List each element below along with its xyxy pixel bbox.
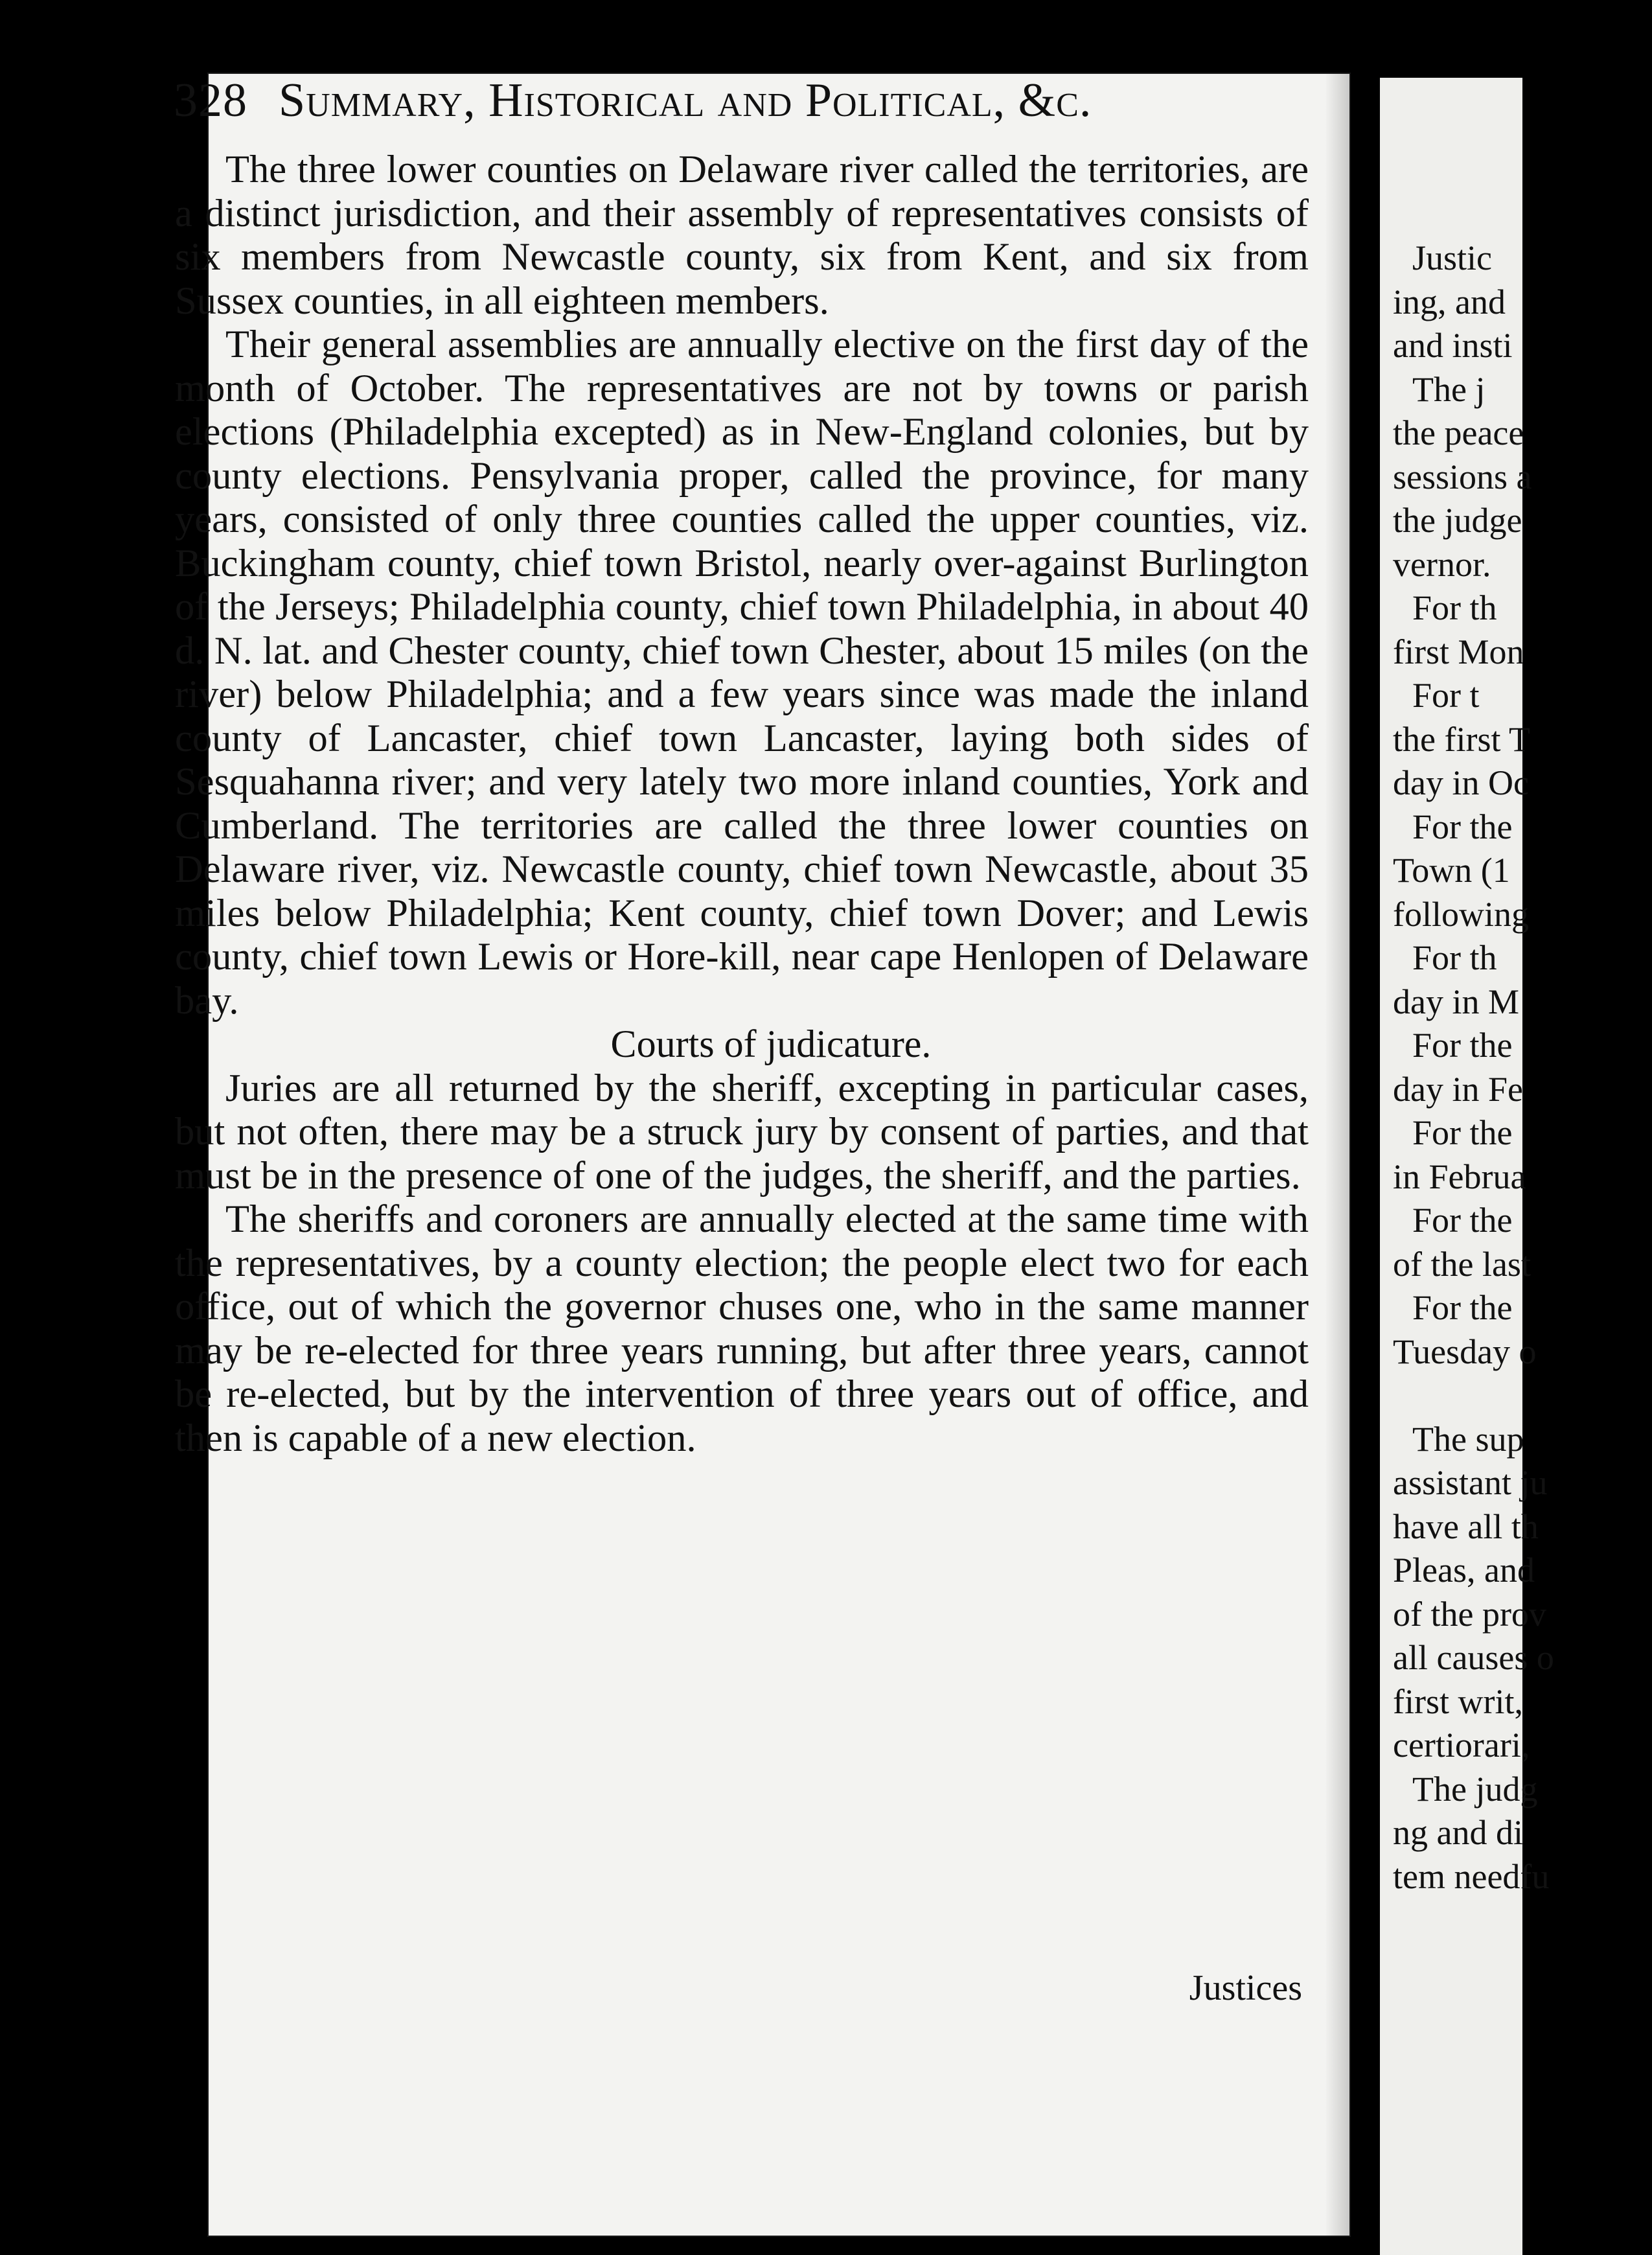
facing-line: in Februa <box>1393 1157 1526 1196</box>
page-number: 328 <box>174 74 247 127</box>
facing-line: the judge <box>1393 501 1522 540</box>
facing-line: of the prov <box>1393 1594 1546 1634</box>
facing-line: tem needfu <box>1393 1856 1550 1896</box>
facing-line: assistant ju <box>1393 1463 1548 1502</box>
facing-line: The judg <box>1412 1769 1538 1809</box>
paragraph: The sheriffs and coroners are annually elected at the same time with the representatives, by a county election; the people elect two for each office, out of which the governor chuses one, who in the same manner may be re-elected for three years running, but after three years, cannot be re-elected, but by the intervention of three years out of office, and then is capable of a new election. <box>175 1197 1309 1460</box>
facing-line: Town (1 <box>1393 851 1510 890</box>
facing-line: For the <box>1412 807 1513 846</box>
facing-line: For t <box>1412 676 1480 715</box>
facing-line: day in M <box>1393 982 1519 1021</box>
facing-line: The sup <box>1412 1419 1524 1459</box>
facing-line: the peace <box>1393 413 1524 452</box>
catchword: Justices <box>1189 1968 1302 2008</box>
facing-line: day in Oc <box>1393 763 1529 802</box>
facing-line: For the <box>1412 1201 1513 1240</box>
section-heading: Courts of judicature. <box>610 1023 932 1065</box>
body-text <box>175 148 1309 1460</box>
facing-line: The j <box>1412 369 1486 409</box>
facing-line: For th <box>1412 938 1497 977</box>
facing-line: For the <box>1412 1026 1513 1065</box>
facing-line: certiorari, <box>1393 1726 1530 1764</box>
running-head <box>174 74 1294 127</box>
facing-line: and insti <box>1393 326 1513 365</box>
facing-line: Pleas, and <box>1393 1551 1535 1590</box>
facing-line <box>1393 1374 1652 1418</box>
facing-line: of the last <box>1393 1244 1531 1284</box>
facing-line: all causes o <box>1393 1638 1554 1677</box>
facing-line: For the <box>1412 1113 1513 1152</box>
gutter-shadow <box>1325 73 1351 2237</box>
facing-line: ing, and <box>1393 282 1506 321</box>
facing-line: the first T <box>1393 719 1530 759</box>
paragraph: Juries are all returned by the sheriff, excepting in particular cases, but not often, there may be a struck jury by consent of parties, and that must be in the presence of one of the judges, the sheriff, and the parties. <box>175 1066 1309 1197</box>
paragraph: The three lower counties on Delaware river called the territories, are a distinct jurisdiction, and their assembly of representatives consists of six members from Newcastle county, six from Kent, and six from Sussex counties, in all eighteen members. <box>175 148 1309 323</box>
facing-line: Justic <box>1412 238 1493 277</box>
page-title: Summary, Historical and Political, &c. <box>279 74 1092 127</box>
facing-line: For the <box>1412 1288 1513 1327</box>
paragraph: Their general assemblies are annually elective on the first day of the month of October. The representatives are not by towns or parish elections (Philadelphia excepted) as in New-England colonies, but by county elections. Pensylvania proper, called the province, for many years, consisted of only three counties called the upper counties, viz. Buckingham county, chief town Bristol, nearly over-against Burlington of the Jerseys; Philadelphia county, chief town Philadelphia, in about 40 d. N. lat. and Chester county, chief town Chester, about 15 miles (on the river) below Philadelphia; and a few years since was made the inland county of Lancaster, chief town Lancaster, laying both sides of Sesquahanna river; and very lately two more inland counties, York and Cumberland. The territories are called the three lower counties on Delaware river, viz. Newcastle county, chief town Newcastle, about 35 miles below Philadelphia; Kent county, chief town Dover; and Lewis county, chief town Lewis or Hore-kill, near cape Henlopen of Delaware bay. <box>175 323 1309 1023</box>
facing-line: Tuesday o <box>1393 1332 1537 1371</box>
facing-line: following <box>1393 894 1529 934</box>
facing-line: vernor. <box>1393 544 1491 584</box>
facing-line: have all th <box>1393 1507 1539 1546</box>
facing-line: first writ, <box>1393 1682 1523 1721</box>
facing-page-text <box>1393 237 1652 1899</box>
facing-line: sessions a <box>1393 457 1532 496</box>
facing-line: For th <box>1412 588 1497 627</box>
facing-line: first Mon <box>1393 632 1524 671</box>
facing-page <box>1380 78 1554 2255</box>
facing-line: ng and di <box>1393 1813 1523 1852</box>
facing-line: day in Fe <box>1393 1069 1523 1109</box>
